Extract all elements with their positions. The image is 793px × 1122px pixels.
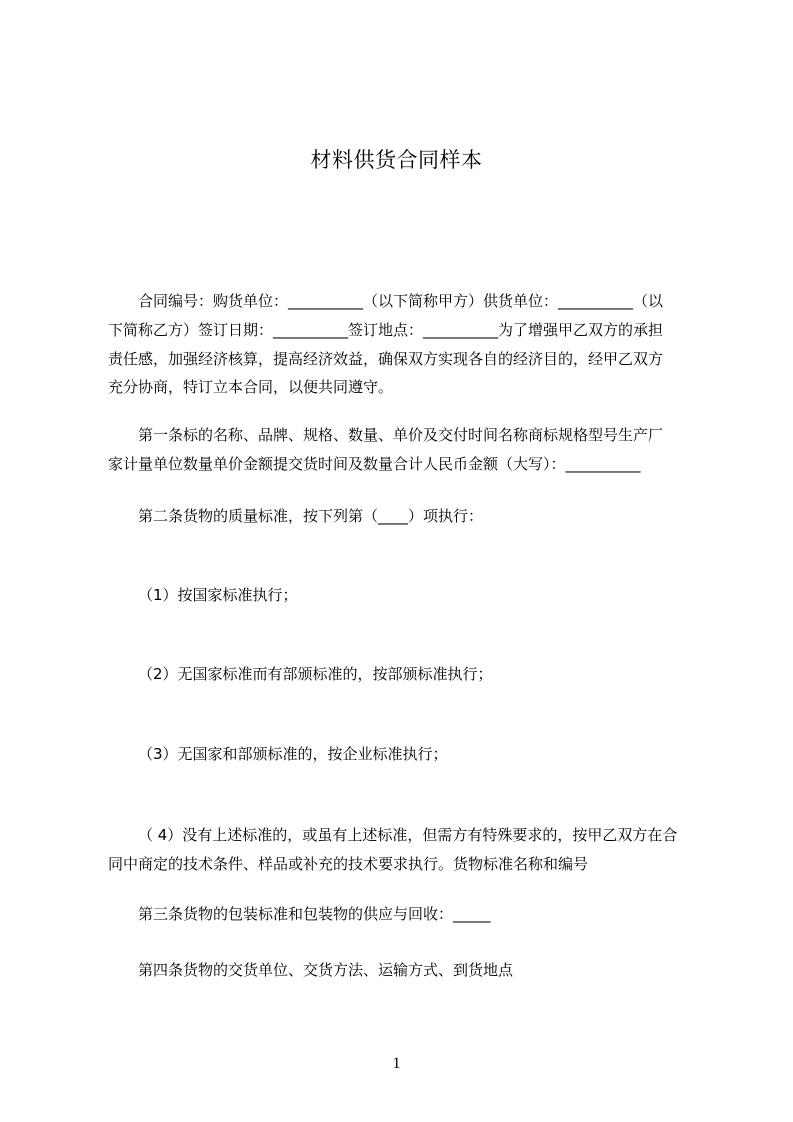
quality-item-2: （2）无国家标准而有部颁标准的，按部颁标准执行； [138,665,493,683]
preamble-line-4: 充分协商，特订立本合同，以便共同遵守。 [108,378,394,396]
quality-item-4-line-1: （ 4）没有上述标准的，或虽有上述标准，但需方有特殊要求的，按甲乙双方在合 [138,826,678,844]
page-number: 1 [392,1055,401,1072]
quality-item-3: （3）无国家和部颁标准的，按企业标准执行； [138,745,448,763]
article1-line-2: 家计量单位数量单价金额提交货时间及数量合计人民币金额（大写）：__________ [108,455,641,473]
article4-text: 第四条货物的交货单位、交货方法、运输方式、到货地点 [138,961,514,979]
preamble-line-2: 下简称乙方）签订日期：__________签订地点：__________为了增强甲乙双方的承担 [108,321,664,339]
preamble-line-3: 责任感，加强经济核算，提高经济效益，确保双方实现各自的经济目的，经甲乙双方 [108,350,664,368]
quality-item-1: （1）按国家标准执行； [138,586,298,604]
preamble-line-1: 合同编号：购货单位：__________（以下简称甲方）供货单位：__________（以 [138,292,664,310]
document-title: 材料供货合同样本 [310,148,483,172]
quality-item-4-line-2: 同中商定的技术条件、样品或补充的技术要求执行。货物标准名称和编号 [108,855,589,873]
article2-heading: 第二条货物的质量标准，按下列第（____）项执行： [138,507,484,525]
article3-text: 第三条货物的包装标准和包装物的供应与回收：_____ [138,905,491,923]
article1-line-1: 第一条标的名称、品牌、规格、数量、单价及交付时间名称商标规格型号生产厂 [138,426,664,444]
